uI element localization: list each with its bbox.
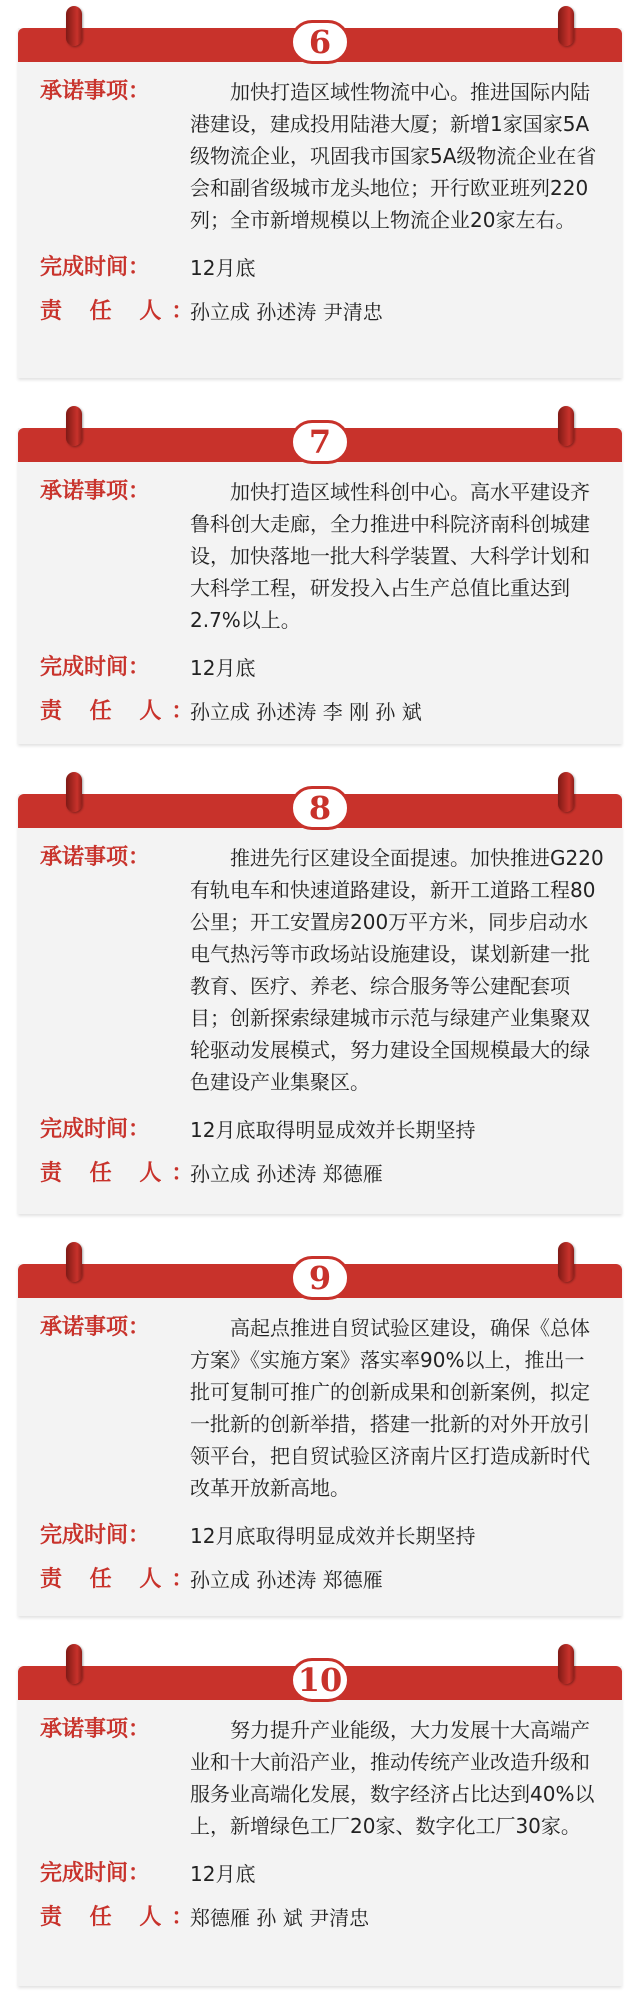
deadline-row — [40, 1520, 604, 1552]
binder-ring-icon — [66, 772, 82, 812]
responsible-row — [40, 1564, 604, 1596]
deadline-text: 12月底 — [190, 256, 256, 280]
deadline-row — [40, 1114, 604, 1146]
responsible-text: 孙立成 孙述涛 郑德雁 — [190, 1162, 383, 1186]
card-header — [18, 789, 622, 828]
responsible-row — [40, 696, 604, 728]
commitment-row — [40, 1714, 604, 1842]
deadline-row — [40, 1858, 604, 1890]
card-header — [18, 1259, 622, 1298]
deadline-text: 12月底 — [190, 1862, 256, 1886]
deadline-text: 12月底取得明显成效并长期坚持 — [190, 1118, 476, 1142]
deadline-label: 完成时间： — [40, 255, 151, 280]
deadline-row — [40, 652, 604, 684]
responsible-row — [40, 1902, 604, 1934]
deadline-label: 完成时间： — [40, 1117, 151, 1142]
responsible-label: 责 任 人： — [40, 1567, 204, 1592]
commitment-row — [40, 1312, 604, 1504]
deadline-label: 完成时间： — [40, 655, 151, 680]
commitment-text: 努力提升产业能级，大力发展十大高端产业和十大前沿产业，推动传统产业改造升级和服务业高端化发展，数字经济占比达到40%以上，新增绿色工厂20家、数字化工厂30家。 — [190, 1718, 595, 1838]
commitment-card-8 — [18, 789, 622, 1214]
card-number-badge: 6 — [290, 20, 350, 64]
card-number-badge: 10 — [290, 1658, 350, 1702]
card-header — [18, 1661, 622, 1700]
responsible-text: 孙立成 孙述涛 尹清忠 — [190, 300, 383, 324]
commitment-label: 承诺事项： — [40, 479, 151, 504]
responsible-label: 责 任 人： — [40, 299, 204, 324]
commitment-row — [40, 476, 604, 636]
binder-ring-icon — [66, 6, 82, 46]
commitment-text: 推进先行区建设全面提速。加快推进G220有轨电车和快速道路建设，新开工道路工程80公里；开工安置房200万平方米，同步启动水电气热污等市政场站设施建设，谋划新建一批教育、医疗、养老、综合服务等公建配套项目；创新探索绿建城市示范与绿建产业集聚双轮驱动发展模式，努力建设全国规模最大的绿色建设产业集聚区。 — [190, 846, 604, 1094]
commitment-text: 高起点推进自贸试验区建设，确保《总体方案》《实施方案》落实率90%以上，推出一批可复制可推广的创新成果和创新案例，拟定一批新的创新举措，搭建一批新的对外开放引领平台，把自贸试验区济南片区打造成新时代改革开放新高地。 — [190, 1316, 590, 1500]
commitment-text: 加快打造区域性物流中心。推进国际内陆港建设，建成投用陆港大厦；新增1家国家5A级物流企业，巩固我市国家5A级物流企业在省会和副省级城市龙头地位；开行欧亚班列220列；全市新增规模以上物流企业20家左右。 — [190, 80, 597, 232]
commitment-card-9 — [18, 1259, 622, 1616]
binder-ring-icon — [558, 772, 574, 812]
responsible-label: 责 任 人： — [40, 1161, 204, 1186]
commitment-label: 承诺事项： — [40, 79, 151, 104]
commitment-card-6 — [18, 23, 622, 378]
commitment-label: 承诺事项： — [40, 1315, 151, 1340]
commitment-card-10 — [18, 1661, 622, 1986]
commitment-label: 承诺事项： — [40, 845, 151, 870]
card-body — [18, 1700, 622, 1948]
commitment-row — [40, 842, 604, 1098]
deadline-label: 完成时间： — [40, 1523, 151, 1548]
deadline-row — [40, 252, 604, 284]
binder-ring-icon — [66, 1242, 82, 1282]
binder-ring-icon — [558, 1242, 574, 1282]
binder-ring-icon — [558, 1644, 574, 1684]
responsible-label: 责 任 人： — [40, 699, 204, 724]
commitment-row — [40, 76, 604, 236]
card-header — [18, 23, 622, 62]
deadline-label: 完成时间： — [40, 1861, 151, 1886]
binder-ring-icon — [558, 6, 574, 46]
binder-ring-icon — [66, 1644, 82, 1684]
responsible-text: 郑德雁 孙 斌 尹清忠 — [190, 1906, 370, 1930]
deadline-text: 12月底取得明显成效并长期坚持 — [190, 1524, 476, 1548]
binder-ring-icon — [558, 406, 574, 446]
card-header — [18, 423, 622, 462]
card-body — [18, 828, 622, 1204]
commitment-card-7 — [18, 423, 622, 744]
commitment-text: 加快打造区域性科创中心。高水平建设齐鲁科创大走廊，全力推进中科院济南科创城建设，加快落地一批大科学装置、大科学计划和大科学工程，研发投入占生产总值比重达到2.7%以上。 — [190, 480, 590, 632]
responsible-row — [40, 1158, 604, 1190]
responsible-row — [40, 296, 604, 328]
card-number-badge: 8 — [290, 786, 350, 830]
card-number-badge: 9 — [290, 1256, 350, 1300]
commitment-label: 承诺事项： — [40, 1717, 151, 1742]
deadline-text: 12月底 — [190, 656, 256, 680]
card-number-badge: 7 — [290, 420, 350, 464]
responsible-text: 孙立成 孙述涛 郑德雁 — [190, 1568, 383, 1592]
card-body — [18, 62, 622, 342]
binder-ring-icon — [66, 406, 82, 446]
responsible-text: 孙立成 孙述涛 李 刚 孙 斌 — [190, 700, 422, 724]
card-body — [18, 462, 622, 742]
card-body — [18, 1298, 622, 1610]
responsible-label: 责 任 人： — [40, 1905, 204, 1930]
